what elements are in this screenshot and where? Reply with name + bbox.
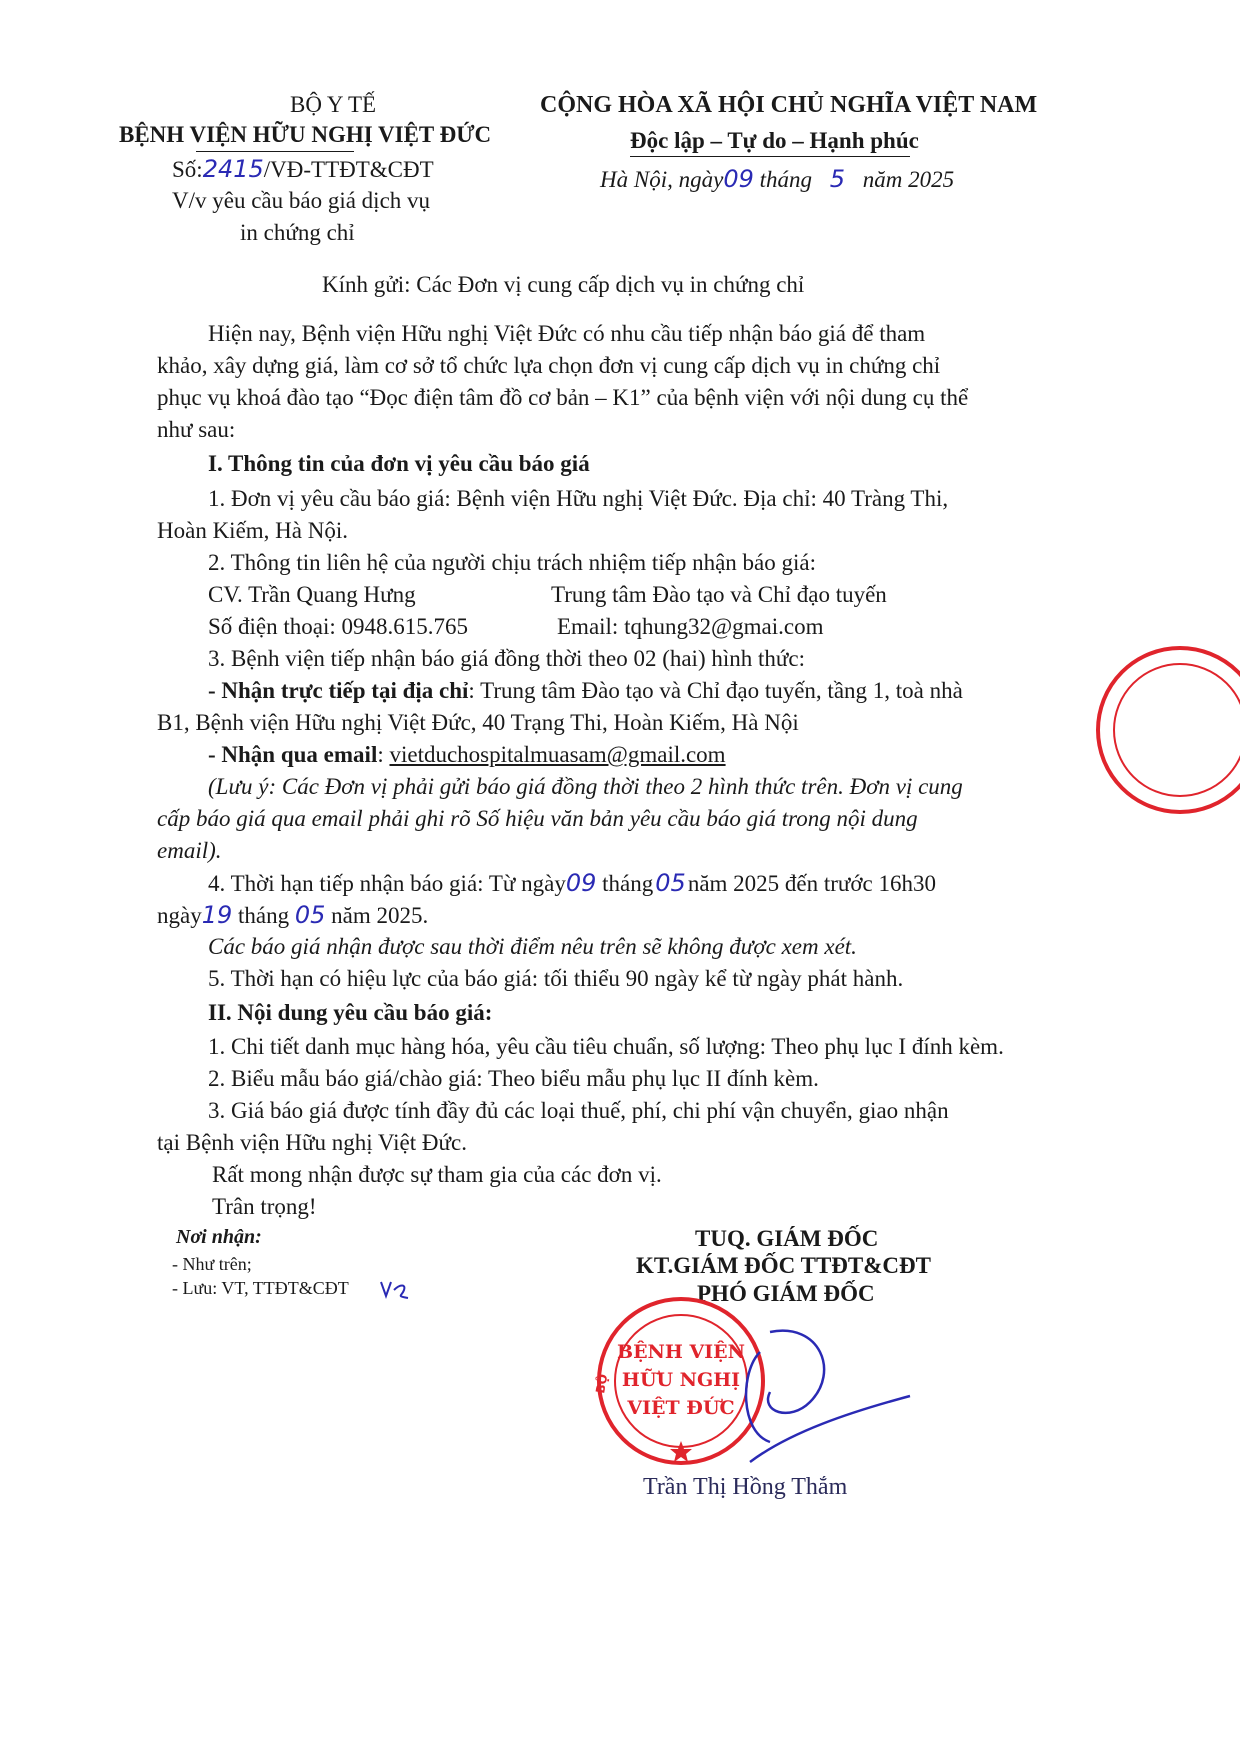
- stamp-star-icon: [670, 1441, 692, 1462]
- item4-b: tháng: [602, 871, 654, 896]
- issue-date: [600, 166, 954, 194]
- note-line-1: (Lưu ý: Các Đơn vị phải gửi báo giá đồng thời theo 2 hình thức trên. Đơn vị cung: [208, 774, 963, 799]
- intro-line-3: phục vụ khoá đào tạo “Đọc điện tâm đồ cơ bản – K1” của bệnh viện với nội dung cụ thể: [157, 385, 969, 410]
- intro-line-2: khảo, xây dựng giá, làm cơ sở tổ chức lựa chọn đơn vị cung cấp dịch vụ in chứng chỉ: [157, 353, 941, 378]
- subject-line-1: V/v yêu cầu báo giá dịch vụ: [172, 188, 431, 213]
- item4-month2-handwritten: 05: [294, 901, 326, 929]
- s1-item4-line2: [157, 902, 428, 930]
- edge-stamp: [1060, 640, 1240, 820]
- closing-line-1: Rất mong nhận được sự tham gia của các đơn vị.: [212, 1162, 662, 1187]
- note-line-2: cấp báo giá qua email phải ghi rõ Số hiệu văn bản yêu cầu báo giá trong nội dung: [157, 806, 918, 831]
- date-month-handwritten: 5: [829, 165, 846, 193]
- s1-item1-line2: Hoàn Kiếm, Hà Nội.: [157, 518, 348, 543]
- item4-day-handwritten: 09: [565, 869, 597, 897]
- section-2-title: II. Nội dung yêu cầu báo giá:: [208, 1000, 493, 1025]
- section-1-title: I. Thông tin của đơn vị yêu cầu báo giá: [208, 451, 590, 476]
- signature-line-3: PHÓ GIÁM ĐỐC: [697, 1281, 875, 1306]
- s1-item4-note: Các báo giá nhận được sau thời điểm nêu trên sẽ không được xem xét.: [208, 934, 857, 959]
- email-label: - Nhận qua email: [208, 742, 378, 767]
- contact-unit: Trung tâm Đào tạo và Chỉ đạo tuyến: [551, 582, 887, 607]
- s1-item1-line1: 1. Đơn vị yêu cầu báo giá: Bệnh viện Hữu nghị Việt Đức. Địa chỉ: 40 Tràng Thi,: [208, 486, 949, 511]
- email-colon: :: [377, 742, 390, 767]
- hospital-underline: [196, 151, 354, 152]
- contact-name: CV. Trần Quang Hưng: [208, 582, 416, 607]
- s2-item2: 2. Biểu mẫu báo giá/chào giá: Theo biểu mẫu phụ lục II đính kèm.: [208, 1066, 819, 1091]
- item4-a: 4. Thời hạn tiếp nhận báo giá: Từ ngày: [208, 871, 566, 896]
- s2-item3-line2: tại Bệnh viện Hữu nghị Việt Đức.: [157, 1130, 467, 1155]
- s1-item4-line1: [208, 870, 936, 898]
- intro-line-1: Hiện nay, Bệnh viện Hữu nghị Việt Đức có nhu cầu tiếp nhận báo giá để tham: [208, 321, 926, 346]
- doc-no-prefix: Số:: [172, 157, 203, 182]
- s1-item5: 5. Thời hạn có hiệu lực của báo giá: tối thiểu 90 ngày kể từ ngày phát hành.: [208, 966, 904, 991]
- greeting: Kính gửi: Các Đơn vị cung cấp dịch vụ in chứng chỉ: [322, 272, 805, 297]
- national-motto: Độc lập – Tự do – Hạnh phúc: [630, 128, 919, 153]
- date-day-handwritten: 09: [723, 165, 754, 193]
- stamp-line-2: HỮU NGHỊ: [621, 1369, 741, 1391]
- date-prefix: Hà Nội, ngày: [600, 167, 724, 192]
- signature-line-1: TUQ. GIÁM ĐỐC: [695, 1226, 879, 1251]
- s1-item2: 2. Thông tin liên hệ của người chịu trách nhiệm tiếp nhận báo giá:: [208, 550, 816, 575]
- recipients-line-1: - Như trên;: [172, 1254, 252, 1274]
- initials-mark: [378, 1276, 412, 1302]
- item4-f: năm 2025.: [331, 903, 429, 928]
- item4-e: tháng: [238, 903, 290, 928]
- s2-item1: 1. Chi tiết danh mục hàng hóa, yêu cầu tiêu chuẩn, số lượng: Theo phụ lục I đính kèm.: [208, 1034, 1004, 1059]
- email-link[interactable]: vietduchospitalmuasam@gmail.com: [389, 742, 726, 767]
- stamp-line-3: VIỆT ĐỨC: [627, 1397, 735, 1419]
- handwritten-signature: [700, 1312, 920, 1472]
- date-month-label: tháng: [759, 167, 812, 192]
- stamp-ring-text: BỘ: [593, 1373, 611, 1395]
- closing-line-2: Trân trọng!: [212, 1194, 317, 1219]
- direct-text: : Trung tâm Đào tạo và Chỉ đạo tuyến, tầng 1, toà nhà: [468, 678, 963, 703]
- direct-line-2: B1, Bệnh viện Hữu nghị Việt Đức, 40 Trạng Thi, Hoàn Kiếm, Hà Nội: [157, 710, 799, 735]
- direct-receipt: [208, 678, 963, 704]
- signer-name: Trần Thị Hồng Thắm: [643, 1474, 848, 1500]
- doc-no-suffix: /VĐ-TTĐT&CĐT: [263, 157, 434, 182]
- direct-label: - Nhận trực tiếp tại địa chỉ: [208, 678, 469, 703]
- signature-line-2: KT.GIÁM ĐỐC TTĐT&CĐT: [636, 1253, 931, 1278]
- ministry-name: BỘ Y TẾ: [290, 92, 377, 117]
- hospital-name: BỆNH VIỆN HỮU NGHỊ VIỆT ĐỨC: [119, 122, 492, 147]
- contact-phone: Số điện thoại: 0948.615.765: [208, 614, 469, 639]
- s2-item3-line1: 3. Giá báo giá được tính đầy đủ các loại thuế, phí, chi phí vận chuyển, giao nhận: [208, 1098, 949, 1123]
- recipients-line-2: - Lưu: VT, TTĐT&CĐT: [172, 1278, 349, 1298]
- s1-item3: 3. Bệnh viện tiếp nhận báo giá đồng thời theo 02 (hai) hình thức:: [208, 646, 805, 671]
- document-number: [172, 156, 434, 184]
- date-year: năm 2025: [862, 167, 955, 192]
- contact-email: Email: tqhung32@gmai.com: [557, 614, 824, 639]
- item4-day2-handwritten: 19: [201, 901, 233, 929]
- subject-line-2: in chứng chỉ: [240, 220, 355, 245]
- item4-d: ngày: [157, 903, 202, 928]
- note-line-3: email).: [157, 838, 222, 863]
- intro-line-4: như sau:: [157, 417, 236, 442]
- motto-underline: [630, 156, 910, 157]
- stamp-line-1: BỆNH VIỆN: [617, 1341, 745, 1363]
- item4-month-handwritten: 05: [655, 869, 686, 897]
- doc-no-handwritten: 2415: [202, 155, 264, 183]
- country-name: CỘNG HÒA XÃ HỘI CHỦ NGHĨA VIỆT NAM: [540, 92, 1038, 118]
- email-receipt: [208, 742, 726, 768]
- recipients-title: Nơi nhận:: [176, 1226, 262, 1248]
- item4-c: năm 2025 đến trước 16h30: [687, 871, 937, 896]
